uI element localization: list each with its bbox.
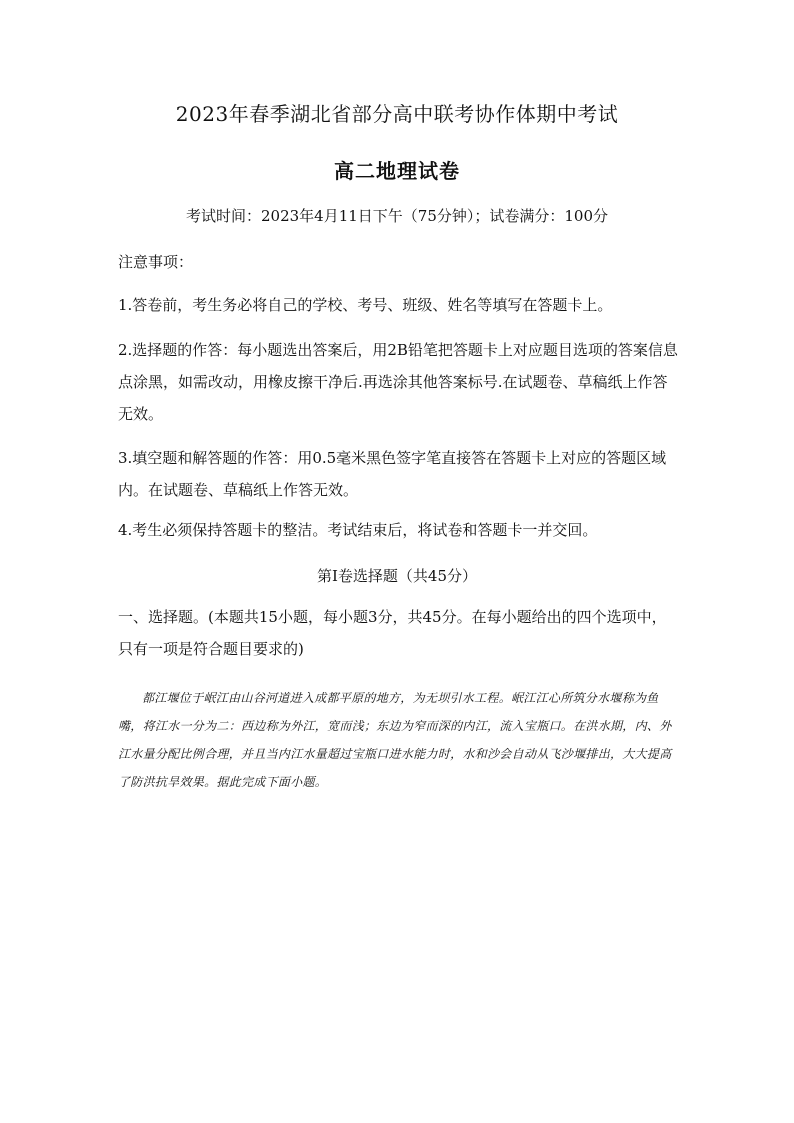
note-item: 4.考生必须保持答题卡的整洁。考试结束后，将试卷和答题卡一并交回。	[118, 521, 598, 539]
note-item: 3.填空题和解答题的作答：用0.5毫米黑色签字笔直接答在答题卡上对应的答题区域内。在试题卷、草稿纸上作答无效。	[118, 449, 667, 499]
part-intro: 一、选择题。(本题共15小题，每小题3分，共45分。在每小题给出的四个选项中，只有一项是符合题目要求的)	[118, 608, 667, 658]
exam-subtitle: 高二地理试卷	[334, 159, 460, 183]
note-item: 1.答卷前，考生务必将自己的学校、考号、班级、姓名等填写在答题卡上。	[118, 296, 613, 314]
note-item: 2.选择题的作答：每小题选出答案后，用2B铅笔把答题卡上对应题目选项的答案信息点涂黑，如需改动，用橡皮擦干净后.再选涂其他答案标号.在试题卷、草稿纸上作答无效。	[118, 341, 678, 423]
exam-title: 2023年春季湖北省部分高中联考协作体期中考试	[175, 102, 619, 126]
notes-heading: 注意事项：	[118, 253, 194, 271]
reading-passage: 都江堰位于岷江由山谷河道进入成都平原的地方，为无坝引水工程。岷江江心所筑分水堰称为鱼嘴，将江水一分为二：西边称为外江，宽而浅；东边为窄而深的内江，流入宝瓶口。在洪水期，内、外江水量分配比例合理，并且当内江水量超过宝瓶口进水能力时，水和沙会自动从飞沙堰排出，大大提高了防洪抗旱效果。据此完成下面小题。	[118, 691, 672, 789]
section-title: 第Ⅰ卷选择题（共45分）	[316, 567, 477, 585]
exam-info: 考试时间：2023年4月11日下午（75分钟）；试卷满分：100分	[185, 207, 609, 225]
